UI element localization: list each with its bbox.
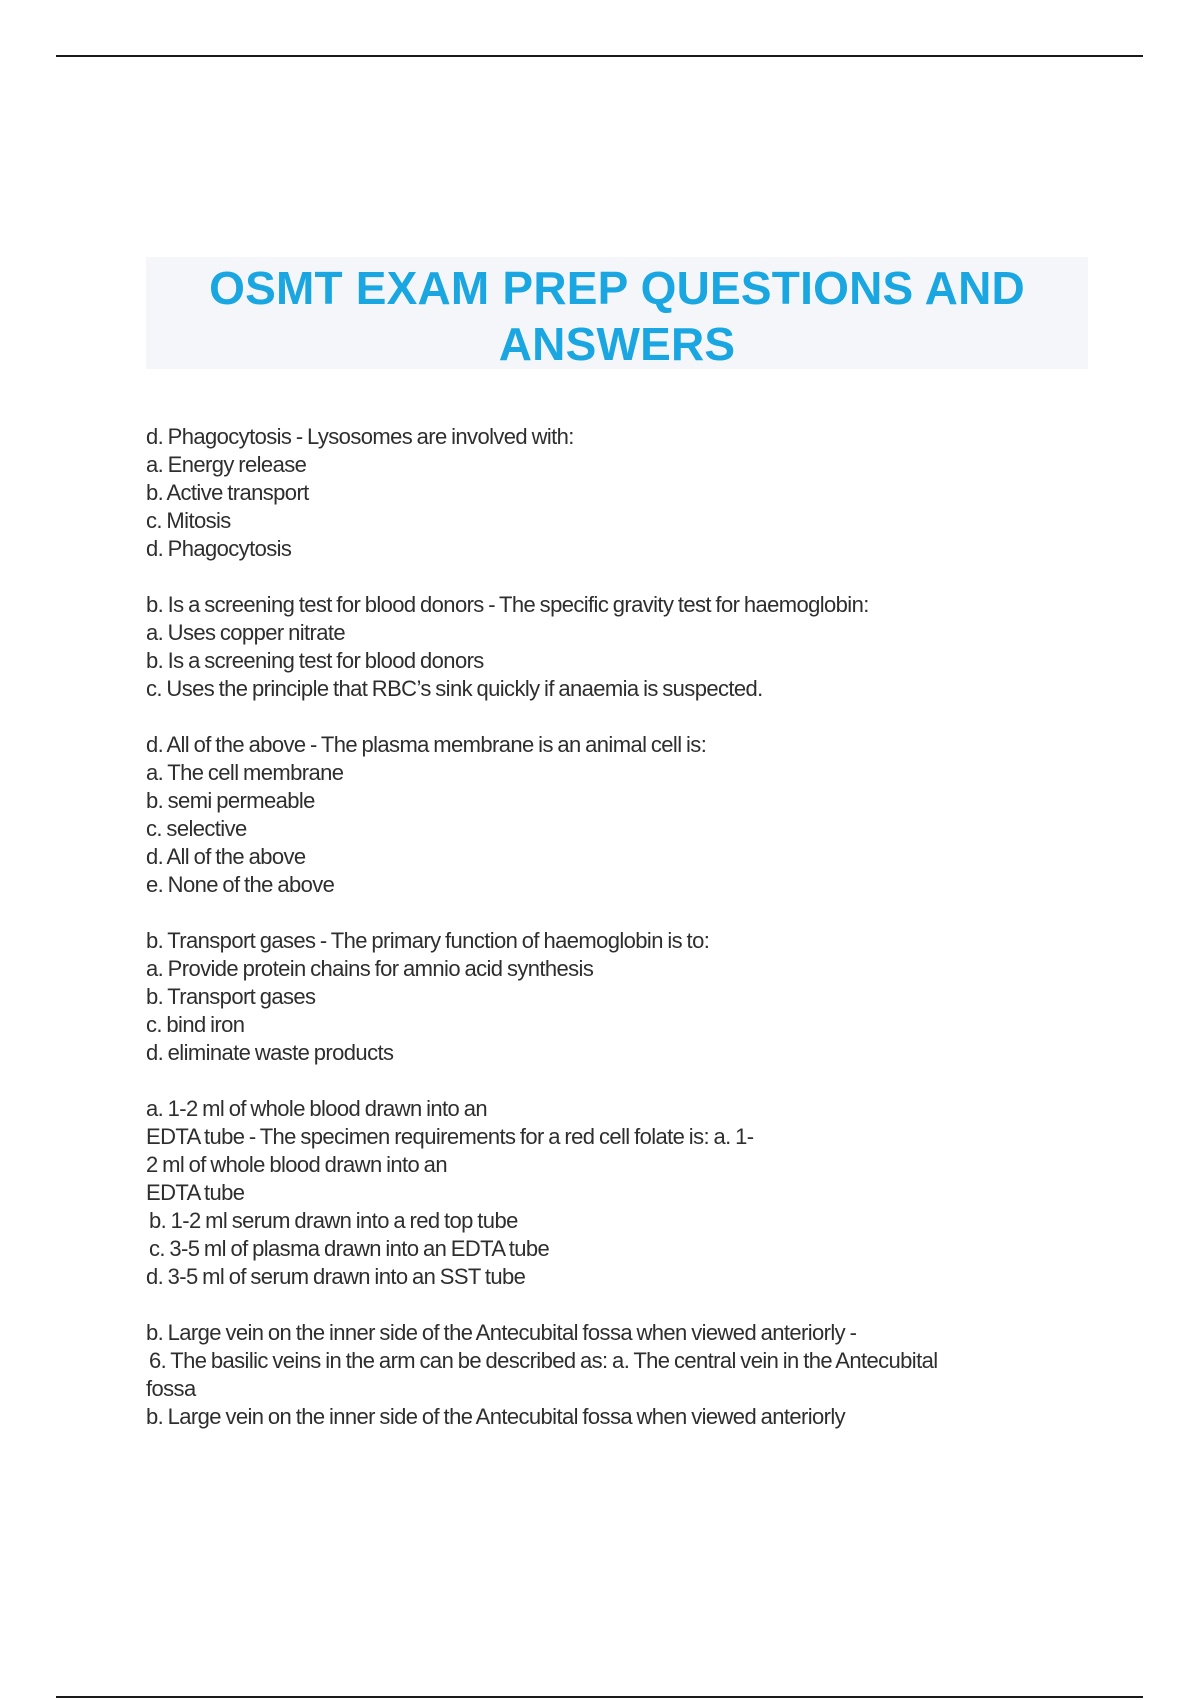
option-line: c. Mitosis bbox=[146, 508, 231, 533]
option-line: a. The cell membrane bbox=[146, 760, 344, 785]
question-line: b. Transport gases - The primary function of haemoglobin is to: bbox=[146, 928, 710, 953]
option-line: b. semi permeable bbox=[146, 788, 315, 813]
question-block-6 bbox=[146, 1319, 1106, 1431]
option-line: 2 ml of whole blood drawn into an bbox=[146, 1152, 447, 1177]
document-title bbox=[146, 257, 1088, 372]
option-line: d. All of the above bbox=[146, 844, 306, 869]
question-block-3 bbox=[146, 731, 1106, 899]
option-line: a. Provide protein chains for amnio acid synthesis bbox=[146, 956, 594, 981]
option-line: c. 3-5 ml of plasma drawn into an EDTA tube bbox=[149, 1236, 550, 1261]
option-line: b. Transport gases bbox=[146, 984, 316, 1009]
option-line: b. 1-2 ml serum drawn into a red top tube bbox=[149, 1208, 518, 1233]
question-block-2 bbox=[146, 591, 1106, 703]
question-line: d. All of the above - The plasma membrane is an animal cell is: bbox=[146, 732, 707, 757]
option-line: a. Uses copper nitrate bbox=[146, 620, 346, 645]
question-block-4 bbox=[146, 927, 1106, 1067]
footer-rule bbox=[56, 1696, 1143, 1698]
question-line: a. 1-2 ml of whole blood drawn into an bbox=[146, 1096, 487, 1121]
option-line: d. eliminate waste products bbox=[146, 1040, 394, 1065]
question-line: EDTA tube - The specimen requirements for a red cell folate is: a. 1- bbox=[146, 1124, 754, 1149]
option-line: e. None of the above bbox=[146, 872, 335, 897]
option-line: b. Active transport bbox=[146, 480, 309, 505]
question-block-1 bbox=[146, 423, 1106, 563]
option-line: fossa bbox=[146, 1376, 196, 1401]
option-line: c. Uses the principle that RBC’s sink quickly if anaemia is suspected. bbox=[146, 676, 763, 701]
question-line: b. Is a screening test for blood donors - The specific gravity test for haemoglobin: bbox=[146, 592, 869, 617]
option-line: a. Energy release bbox=[146, 452, 307, 477]
option-line: d. Phagocytosis bbox=[146, 536, 292, 561]
question-line: 6. The basilic veins in the arm can be described as: a. The central vein in the Antecubital bbox=[149, 1348, 938, 1373]
question-line: b. Large vein on the inner side of the Antecubital fossa when viewed anteriorly - bbox=[146, 1320, 857, 1345]
question-list bbox=[146, 423, 1106, 1459]
header-rule bbox=[56, 55, 1143, 57]
option-line: c. selective bbox=[146, 816, 247, 841]
title-banner bbox=[146, 257, 1088, 369]
title-line-1: OSMT EXAM PREP QUESTIONS AND bbox=[209, 262, 1025, 314]
question-line: d. Phagocytosis - Lysosomes are involved with: bbox=[146, 424, 574, 449]
option-line: b. Large vein on the inner side of the Antecubital fossa when viewed anteriorly bbox=[146, 1404, 846, 1429]
question-block-5 bbox=[146, 1095, 1106, 1291]
option-line: b. Is a screening test for blood donors bbox=[146, 648, 484, 673]
option-line: c. bind iron bbox=[146, 1012, 245, 1037]
title-line-2: ANSWERS bbox=[498, 318, 736, 370]
option-line: d. 3-5 ml of serum drawn into an SST tube bbox=[146, 1264, 526, 1289]
option-line: EDTA tube bbox=[146, 1180, 245, 1205]
